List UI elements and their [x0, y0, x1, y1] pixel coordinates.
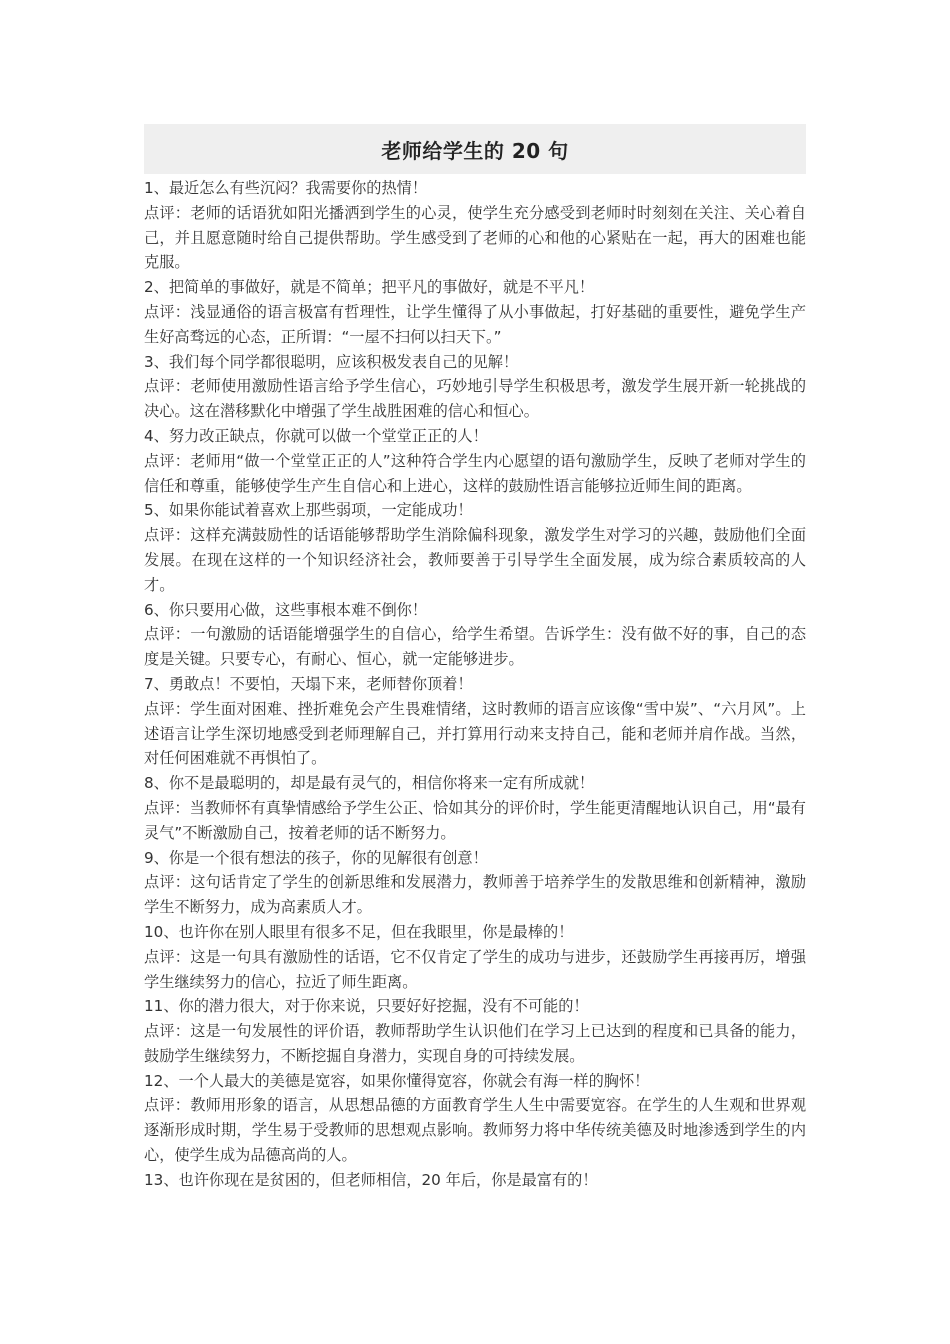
sentence-12: 12、一个人最大的美德是宽容，如果你懂得宽容，你就会有海一样的胸怀！: [144, 1071, 650, 1090]
sentence-1: 1、最近怎么有些沉闷？我需要你的热情！: [144, 179, 428, 197]
sentence-8: 8、你不是最聪明的，却是最有灵气的，相信你将来一定有所成就！: [144, 774, 595, 793]
comment-1: 点评：老师的话语犹如阳光播洒到学生的心灵，使学生充分感受到老师时时刻刻在关注、关心着自己，并且愿意随时给自己提供帮助。学生感受到了老师的心和他的心紧贴在一起，再大的困难也能克服。: [144, 203, 806, 272]
sentence-10: 10、也许你在别人眼里有很多不足，但在我眼里，你是最棒的！: [144, 922, 574, 941]
sentence-4: 4、努力改正缺点，你就可以做一个堂堂正正的人！: [144, 426, 488, 445]
comment-5: 点评：这样充满鼓励性的话语能够帮助学生消除偏科现象，激发学生对学习的兴趣，鼓励他们全面发展。在现在这样的一个知识经济社会，教师要善于引导学生全面发展，成为综合素质较高的人才。: [144, 526, 806, 594]
sentence-13: 13、也许你现在是贫困的，但老师相信，20 年后，你是最富有的！: [144, 1170, 598, 1189]
comment-3: 点评：老师使用激励性语言给予学生信心，巧妙地引导学生积极思考，激发学生展开新一轮挑战的决心。这在潜移默化中增强了学生战胜困难的信心和恒心。: [144, 377, 806, 421]
sentence-6: 6、你只要用心做，这些事根本难不倒你！: [144, 600, 428, 619]
comment-11: 点评：这是一句发展性的评价语，教师帮助学生认识他们在学习上已达到的程度和已具备的能力，鼓励学生继续努力，不断挖掘自身潜力，实现自身的可持续发展。: [144, 1022, 806, 1065]
content-body: [144, 176, 806, 1193]
sentence-5: 5、如果你能试着喜欢上那些弱项，一定能成功！: [144, 501, 473, 520]
comment-4: 点评：老师用“做一个堂堂正正的人”这种符合学生内心愿望的语句激励学生，反映了老师对学生的信任和尊重，能够使学生产生自信心和上进心，这样的鼓励性语言能够拉近师生间的距离。: [144, 451, 806, 495]
sentence-2: 2、把简单的事做好，就是不简单；把平凡的事做好，就是不平凡！: [144, 278, 595, 297]
document-page: [144, 124, 806, 1193]
comment-10: 点评：这是一句具有激励性的话语，它不仅肯定了学生的成功与进步，还鼓励学生再接再厉，增强学生继续努力的信心，拉近了师生距离。: [144, 947, 806, 991]
comment-6: 点评：一句激励的话语能增强学生的自信心，给学生希望。告诉学生：没有做不好的事，自己的态度是关键。只要专心，有耐心、恒心，就一定能够进步。: [144, 625, 806, 669]
sentence-3: 3、我们每个同学都很聪明，应该积极发表自己的见解！: [144, 352, 519, 371]
comment-9: 点评：这句话肯定了学生的创新思维和发展潜力，教师善于培养学生的发散思维和创新精神，激励学生不断努力，成为高素质人才。: [144, 873, 806, 917]
title-bar: [144, 124, 806, 174]
document-title: 老师给学生的 20 句: [381, 138, 569, 163]
sentence-7: 7、勇敢点！不要怕，天塌下来，老师替你顶着！: [144, 674, 473, 693]
comment-12: 点评：教师用形象的语言，从思想品德的方面教育学生人生中需要宽容。在学生的人生观和世界观逐渐形成时期，学生易于受教师的思想观点影响。教师努力将中华传统美德及时地渗透到学生的内心，使学生成为品德高尚的人。: [144, 1096, 806, 1165]
sentence-9: 9、你是一个很有想法的孩子，你的见解很有创意！: [144, 848, 488, 867]
comment-2: 点评：浅显通俗的语言极富有哲理性，让学生懂得了从小事做起，打好基础的重要性，避免学生产生好高骛远的心态，正所谓：“一屋不扫何以扫天下。”: [144, 302, 806, 346]
comment-7: 点评：学生面对困难、挫折难免会产生畏难情绪，这时教师的语言应该像“雪中炭”、“六月风”。上述语言让学生深切地感受到老师理解自己，并打算用行动来支持自己，能和老师并肩作战。当然，对任何困难就不再惧怕了。: [144, 699, 806, 768]
sentence-11: 11、你的潜力很大，对于你来说，只要好好挖掘，没有不可能的！: [144, 997, 589, 1016]
comment-8: 点评：当教师怀有真挚情感给予学生公正、恰如其分的评价时，学生能更清醒地认识自己，用“最有灵气”不断激励自己，按着老师的话不断努力。: [144, 798, 806, 842]
